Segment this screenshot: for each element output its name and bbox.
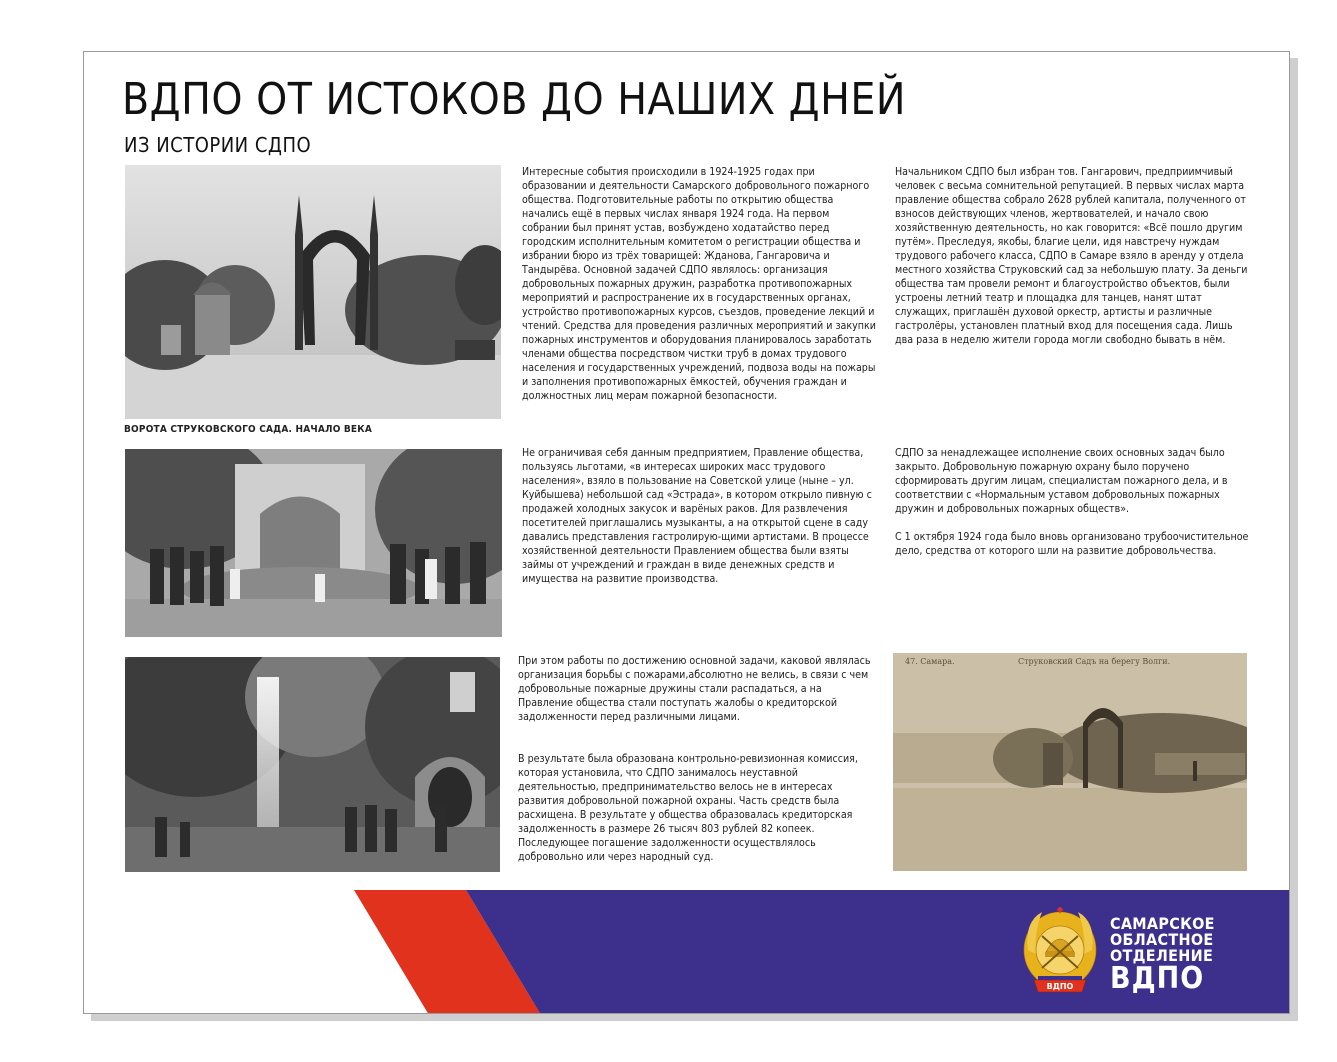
paragraph: Не ограничивая себя данным предприятием, Правление общества, пользуясь льготами, «в интересах широких масс трудового населения», взяло в пользование на Советской улице (ныне – ул. Куйбышева) небольшой сад «Эстрада», в котором открыло пивную с продажей холодных закусок и варёных раков. Для развлечения посетителей приглашались музыканты, а на открытой сцене в саду давались представления гастролирую-щими артистами. В процессе хозяйственной деятельности Правлением общества были взяты займы от учреждений и граждан в виде денежных средств и имущества на развитие производства. bbox=[522, 447, 872, 585]
org-name-line: САМАРСКОЕ bbox=[1110, 914, 1215, 933]
photo-group-fountain bbox=[125, 449, 502, 637]
org-name-abbr: ВДПО bbox=[1110, 961, 1205, 996]
photo-caption: ВОРОТА СТРУКОВСКОГО САДА. НАЧАЛО ВЕКА bbox=[124, 424, 372, 435]
postcard-title: Струковский Садъ на берегу Волги. bbox=[1018, 657, 1171, 666]
org-name-line: ОБЛАСТНОЕ bbox=[1110, 930, 1214, 949]
text-block-right-1 bbox=[895, 165, 1251, 347]
paragraph: СДПО за ненадлежащее исполнение своих основных задач было закрыто. Добровольную пожарную охрану было поручено сформировать другим лицам, специалистам пожарного дела, и в соответствии с «Нормальным уставом добровольных пожарных дружин и добровольных пожарных обществ». bbox=[895, 447, 1228, 515]
paragraph: Интересные события происходили в 1924-1925 годах при образовании и деятельности Самарского добровольного пожарного общества. Подготовительные работы по открытию общества начались ещё в первых числах января 1924 года. На первом собрании был принят устав, возбуждено ходатайство перед городским исполнительным комитетом о регистрации общества и избрании бюро из трёх товарищей: Жданова, Гангаровича и Тандырёва. Основной задачей СДПО являлось: организация добровольных пожарных дружин, разработка противопожарных мероприятий и распространение их в государственных органах, устройство противопожарных курсов, съездов, проведение лекций и чтений. Средства для проведения различных мероприятий и закупки пожарных инструментов и оборудования планировалось заработать членами общества посредством чистки труб в домах трудового населения и государственных учреждений, подвоза воды на пожары и заполнения противопожарных ёмкостей, обучения граждан и должностных лиц мерам пожарной безопасности. bbox=[522, 166, 876, 402]
postcard-number: 47. Самара. bbox=[905, 657, 955, 666]
photo-postcard bbox=[893, 653, 1247, 871]
text-block-right-2 bbox=[895, 446, 1251, 558]
text-block-mid-1 bbox=[522, 165, 878, 403]
text-block-mid-2 bbox=[522, 446, 878, 586]
poster bbox=[83, 51, 1290, 1014]
org-name bbox=[1110, 916, 1215, 994]
text-block-mid-3 bbox=[518, 654, 876, 864]
paragraph: С 1 октября 1924 года было вновь организовано трубоочистительное дело, средства от которого шли на развитие добровольчества. bbox=[895, 531, 1249, 557]
page-title: ВДПО ОТ ИСТОКОВ ДО НАШИХ ДНЕЙ bbox=[122, 74, 907, 125]
photo-strukovsky-gate bbox=[125, 165, 501, 419]
paragraph: При этом работы по достижению основной задачи, каковой являлась организация борьбы с пожарами,абсолютно не велись, в связи с чем добровольные пожарные дружины стали распадаться, а на Правление общества стали поступать жалобы о кредиторской задолженности перед различными лицами. bbox=[518, 655, 871, 723]
paragraph: Начальником СДПО был избран тов. Гангарович, предприимчивый человек с весьма сомнительной репутацией. В первых числах марта правление общества собрало 2628 рублей капитала, полученного от взносов действующих членов, жертвователей, и начало свою хозяйственную деятельность, но как говорится: «Всё пошло другим путём». Преследуя, якобы, благие цели, идя навстречу нуждам трудового рабочего класса, СДПО в Самаре взяло в аренду у отдела местного хозяйства Струковский сад за небольшую плату. За деньги общества там провели ремонт и благоустройство объектов, были устроены летний театр и площадка для танцев, нанят штат служащих, приглашён духовой оркестр, артисты и различные гастролёры, установлен платный вход для посещения сада. Лишь два раза в неделю жители города могли свободно бывать в нём. bbox=[895, 166, 1248, 346]
paragraph: В результате была образована контрольно-ревизионная комиссия, которая установила, что СДПО занималось неуставной деятельностью, предпринимательство велось не в интересах развития добровольной пожарной охраны. Часть средств была расхищена. В результате у общества образовалась кредиторская задолженность в размере 26 тысяч 803 рублей 82 копеек. Последующее погашение задолженности осуществлялось добровольно или через народный суд. bbox=[518, 753, 858, 863]
page-subtitle: ИЗ ИСТОРИИ СДПО bbox=[124, 133, 312, 157]
vdpo-emblem-icon bbox=[1020, 902, 1100, 1000]
emblem-ribbon-text: ВДПО bbox=[1046, 982, 1074, 991]
photo-park-fountain bbox=[125, 657, 500, 872]
org-name-line: ОТДЕЛЕНИЕ bbox=[1110, 946, 1214, 965]
